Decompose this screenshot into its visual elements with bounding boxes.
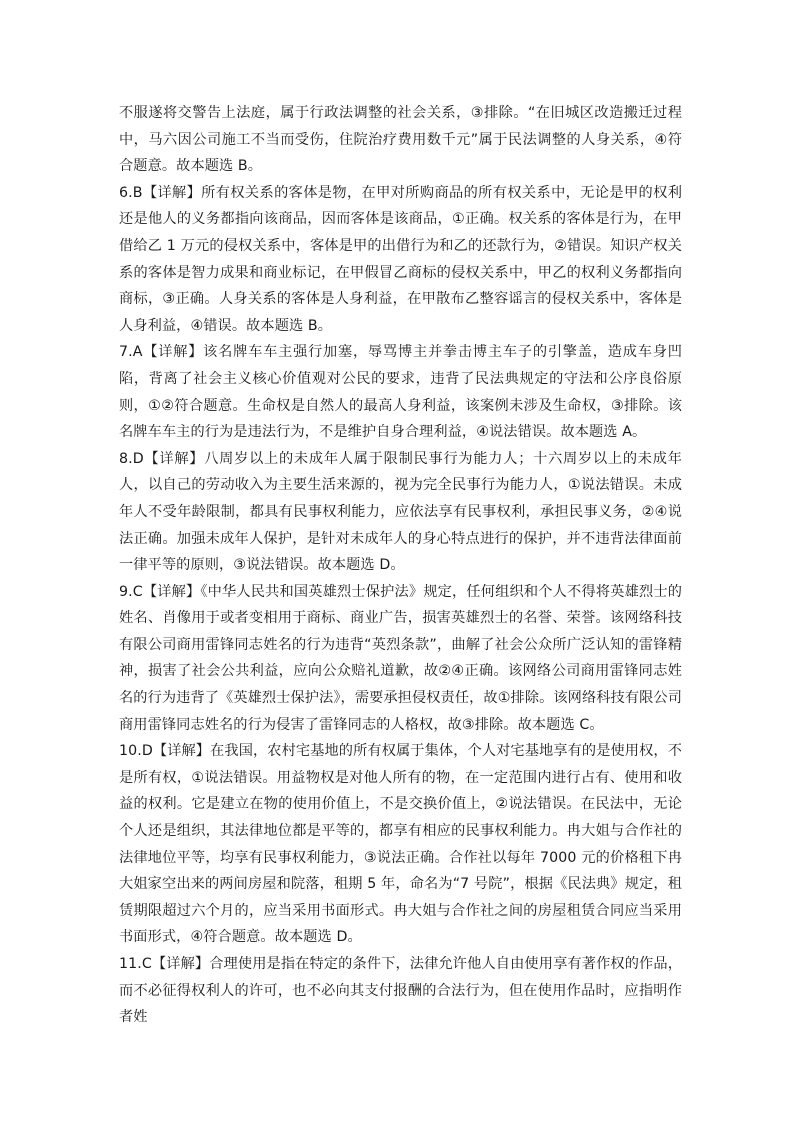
answer-9: 9.C【详解】《中华人民共和国英雄烈士保护法》规定，任何组织和个人不得将英雄烈士的姓名、肖像用于或者变相用于商标、商业广告，损害英雄烈士的名誉、荣誉。该网络科技有限公司商用雷锋同志姓名的行为违背“英烈条款”，曲解了社会公众所广泛认知的雷锋精神，损害了社会公共利益，应向公众赔礼道歉，故②④正确。该网络公司商用雷锋同志姓名的行为违背了《英雄烈士保护法》，需要承担侵权责任，故①排除。该网络科技有限公司商用雷锋同志姓名的行为侵害了雷锋同志的人格权，故③排除。故本题选 C。 — [119, 583, 682, 733]
paragraph-continuation: 不服遂将交警告上法庭，属于行政法调整的社会关系，③排除。“在旧城区改造搬迁过程中，马六因公司施工不当而受伤，住院治疗费用数千元”属于民法调整的人身关系，④符合题意。故本题选 B。 — [119, 105, 682, 175]
answer-6: 6.B【详解】所有权关系的客体是物，在甲对所购商品的所有权关系中，无论是甲的权利还是他人的义务都指向该商品，因而客体是该商品，①正确。权关系的客体是行为，在甲借给乙 1 万元的侵权关系中，客体是甲的出借行为和乙的还款行为，②错误。知识产权关系的客体是智力成果和商业标记，在甲假冒乙商标的侵权关系中，甲乙的权利义务都指向商标，③正确。人身关系的客体是人身利益，在甲散布乙整容谣言的侵权关系中，客体是人身利益，④错误。故本题选 B。 — [119, 184, 682, 334]
answer-8: 8.D【详解】八周岁以上的未成年人属于限制民事行为能力人；十六周岁以上的未成年人，以自己的劳动收入为主要生活来源的，视为完全民事行为能力人，①说法错误。未成年人不受年龄限制，都具有民事权利能力，应依法享有民事权利，承担民事义务，②④说法正确。加强未成年人保护，是针对未成年人的身心特点进行的保护，并不违背法律面前一律平等的原则，③说法错误。故本题选 D。 — [119, 450, 682, 574]
answer-10: 10.D【详解】在我国，农村宅基地的所有权属于集体，个人对宅基地享有的是使用权，不是所有权，①说法错误。用益物权是对他人所有的物，在一定范围内进行占有、使用和收益的权利。它是建立在物的使用价值上，不是交换价值上，②说法错误。在民法中，无论个人还是组织，其法律地位都是平等的，都享有相应的民事权利能力。冉大姐与合作社的法律地位平等，均享有民事权利能力，③说法正确。合作社以每年 7000 元的价格租下冉大姐家空出来的两间房屋和院落，租期 5 年，命名为“7 号院”，根据《民法典》规定，租赁期限超过六个月的，应当采用书面形式。冉大姐与合作社之间的房屋租赁合同应当采用书面形式，④符合题意。故本题选 D。 — [119, 743, 682, 946]
answer-7: 7.A【详解】该名牌车车主强行加塞，辱骂博主并拳击博主车子的引擎盖，造成车身凹陷，背离了社会主义核心价值观对公民的要求，违背了民法典规定的守法和公序良俗原则，①②符合题意。生命权是自然人的最高人身利益，该案例未涉及生命权，③排除。该名牌车车主的行为是违法行为，不是维护自身合理利益，④说法错误。故本题选 A。 — [119, 344, 682, 441]
document-page — [119, 100, 682, 1031]
answer-11: 11.C【详解】合理使用是指在特定的条件下，法律允许他人自由使用享有著作权的作品，而不必征得权利人的许可，也不必向其支付报酬的合法行为，但在使用作品时，应指明作者姓 — [119, 956, 682, 1026]
